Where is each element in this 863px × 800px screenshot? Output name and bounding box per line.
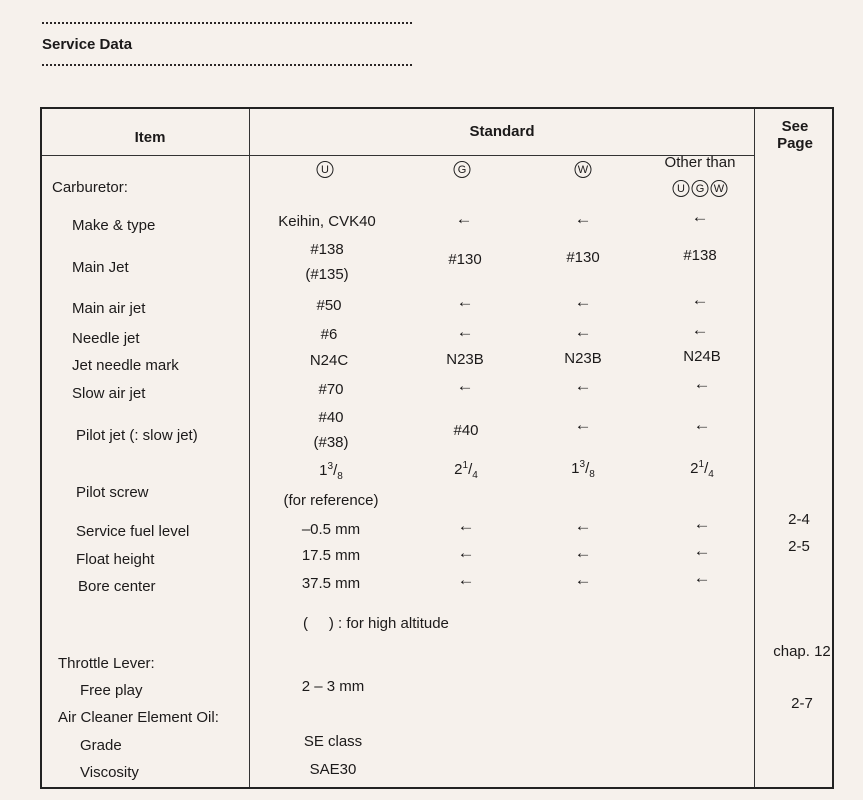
pilot-screw-u: $1^3/_8$ — [319, 461, 343, 482]
viscosity-label: Viscosity — [80, 764, 139, 781]
main-air-jet-w-arrow: ← — [574, 292, 592, 311]
region-g-col — [453, 160, 472, 178]
other-w-badge: W — [711, 180, 728, 197]
bottom-dotted-rule — [42, 64, 412, 66]
region-other-label: Other than — [664, 154, 736, 171]
bore-center-w-arrow: ← — [574, 570, 592, 589]
jet-needle-mark-w: N23B — [564, 350, 602, 367]
main-air-jet-g-arrow: ← — [456, 292, 474, 311]
section-title: Service Data — [42, 36, 133, 53]
throttle-page: chap. 12 — [773, 643, 831, 660]
main-air-jet-u: #50 — [316, 297, 342, 314]
jet-needle-mark-label: Jet needle mark — [72, 357, 179, 374]
pilot-screw-g: $2^1/_4$ — [454, 460, 478, 481]
other-g-badge: G — [692, 180, 709, 197]
top-dotted-rule — [42, 22, 412, 24]
region-u-badge: U — [317, 161, 334, 178]
viscosity-value: SAE30 — [309, 761, 357, 778]
pilot-jet-label: Pilot jet (: slow jet) — [76, 427, 198, 444]
other-u-badge: U — [673, 180, 690, 197]
make-type-g-arrow: ← — [455, 209, 473, 228]
float-height-u: 17.5 mm — [301, 547, 361, 564]
make-type-o-arrow: ← — [691, 207, 709, 226]
service-fuel-level-u: –0.5 mm — [301, 521, 361, 538]
divider-standard-page — [754, 109, 755, 787]
make-type-u: Keihin, CVK40 — [278, 213, 376, 230]
needle-jet-g-arrow: ← — [456, 322, 474, 341]
pilot-jet-u: #40 — [318, 409, 344, 426]
pilot-screw-label: Pilot screw — [76, 484, 149, 501]
bore-center-o-arrow: ← — [693, 568, 711, 587]
service-fuel-level-label: Service fuel level — [76, 523, 190, 540]
main-air-jet-o-arrow: ← — [691, 290, 709, 309]
main-air-jet-label: Main air jet — [72, 300, 146, 317]
service-fuel-level-page: 2-4 — [788, 511, 810, 528]
free-play-value: 2 – 3 mm — [301, 678, 365, 695]
jet-needle-mark-g: N23B — [446, 351, 484, 368]
header-underline — [42, 155, 249, 156]
slow-air-jet-o-arrow: ← — [693, 374, 711, 393]
main-jet-g: #130 — [448, 251, 482, 268]
make-type-label: Make & type — [72, 217, 156, 234]
pilot-screw-note: (for reference) — [283, 492, 379, 509]
header-see-page: See Page — [777, 118, 813, 152]
service-fuel-level-w-arrow: ← — [574, 516, 592, 535]
pilot-jet-o-arrow: ← — [693, 415, 711, 434]
air-cleaner-label: Air Cleaner Element Oil: — [58, 709, 219, 726]
needle-jet-o-arrow: ← — [691, 320, 709, 339]
pilot-screw-w: $1^3/_8$ — [571, 459, 595, 480]
bore-center-u: 37.5 mm — [301, 575, 361, 592]
pilot-jet-g: #40 — [453, 422, 479, 439]
float-height-o-arrow: ← — [693, 541, 711, 560]
region-other-codes — [672, 179, 729, 197]
pilot-screw-o: $2^1/_4$ — [690, 459, 714, 480]
float-height-label: Float height — [76, 551, 155, 568]
region-u-col — [316, 160, 335, 178]
float-height-page: 2-5 — [788, 538, 810, 555]
needle-jet-label: Needle jet — [72, 330, 140, 347]
region-w-col — [574, 160, 593, 178]
bore-center-label: Bore center — [78, 578, 156, 595]
slow-air-jet-w-arrow: ← — [574, 376, 592, 395]
grade-label: Grade — [80, 737, 122, 754]
needle-jet-u: #6 — [320, 326, 338, 343]
slow-air-jet-label: Slow air jet — [72, 385, 146, 402]
service-fuel-level-o-arrow: ← — [693, 514, 711, 533]
service-data-table — [40, 107, 834, 789]
make-type-w-arrow: ← — [574, 209, 592, 228]
throttle-lever-label: Throttle Lever: — [58, 655, 155, 672]
header-standard: Standard — [469, 123, 535, 140]
main-jet-u-alt: (#135) — [305, 266, 349, 283]
jet-needle-mark-o: N24B — [683, 348, 721, 365]
high-altitude-note: ( ) : for high altitude — [303, 615, 449, 632]
jet-needle-mark-u: N24C — [309, 352, 349, 369]
carburetor-label: Carburetor: — [52, 179, 128, 196]
float-height-w-arrow: ← — [574, 543, 592, 562]
needle-jet-w-arrow: ← — [574, 322, 592, 341]
float-height-g-arrow: ← — [457, 543, 475, 562]
region-g-badge: G — [454, 161, 471, 178]
main-jet-label: Main Jet — [72, 259, 129, 276]
main-jet-u: #138 — [310, 241, 344, 258]
free-play-label: Free play — [80, 682, 143, 699]
main-jet-w: #130 — [566, 249, 600, 266]
bore-center-g-arrow: ← — [457, 570, 475, 589]
air-cleaner-page: 2-7 — [791, 695, 813, 712]
slow-air-jet-u: #70 — [318, 381, 344, 398]
divider-item-standard — [249, 109, 250, 787]
region-w-badge: W — [575, 161, 592, 178]
header-item: Item — [134, 129, 166, 146]
pilot-jet-w-arrow: ← — [574, 415, 592, 434]
service-fuel-level-g-arrow: ← — [457, 516, 475, 535]
slow-air-jet-g-arrow: ← — [456, 376, 474, 395]
pilot-jet-u-alt: (#38) — [313, 434, 349, 451]
grade-value: SE class — [303, 733, 363, 750]
main-jet-o: #138 — [683, 247, 717, 264]
